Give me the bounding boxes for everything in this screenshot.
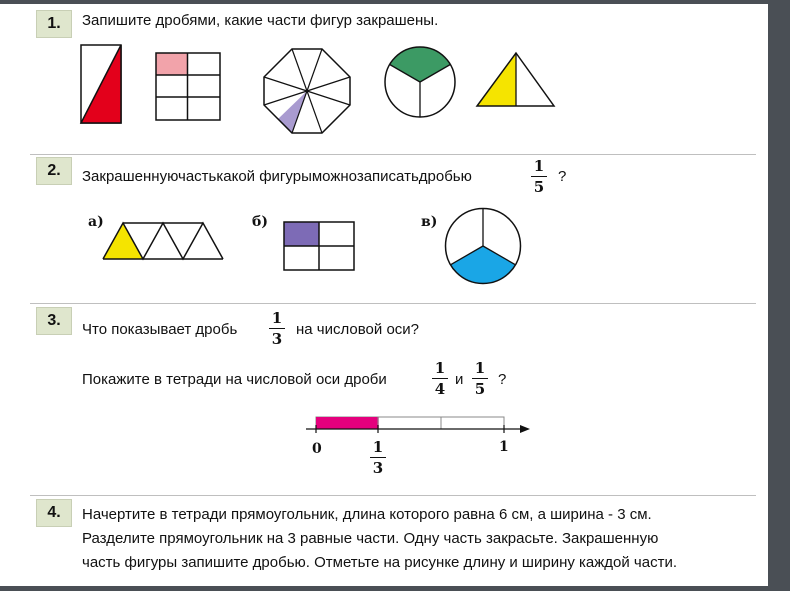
task-3-line2-prefix: Покажите в тетради на числовой оси дроби: [82, 371, 387, 388]
task-3-line2-fraction-a-denominator: 4: [434, 380, 446, 398]
task-2-fraction-numerator: 1: [533, 157, 545, 175]
task-3-line2-question-mark: ?: [498, 371, 507, 388]
task-3-line2-conjunction: и: [455, 371, 464, 388]
task-1-text: Запишите дробями, какие части фигур закрашены.: [82, 12, 439, 29]
task-3-line2-fraction-a: [429, 359, 451, 398]
task-2-triangles-figure: [102, 221, 226, 261]
task-2-number: 2.: [36, 157, 72, 185]
task-4-number: 4.: [36, 499, 72, 527]
task-3-number: 3.: [36, 307, 72, 335]
task-3-line1-suffix: на числовой оси?: [296, 321, 420, 338]
task-2-rectangle-figure: [283, 221, 355, 271]
task-2-option-a-label: а): [88, 214, 104, 230]
number-line-third-fraction: [367, 438, 389, 477]
task-4-line-3: часть фигуры запишите дробью. Отметьте на рисунке длину и ширину каждой части.: [82, 554, 678, 571]
task-1-circle-figure: [384, 46, 456, 118]
task-2-fraction: [528, 157, 550, 196]
task-1-octagon-figure: [262, 48, 352, 134]
task-1-grid-figure: [155, 52, 221, 122]
task-3-number-line: [300, 414, 532, 444]
number-line-arrow: [520, 425, 530, 433]
task-2-option-b-label: б): [252, 214, 268, 230]
task-3-line2-fraction-b: [469, 359, 491, 398]
task-2-circle-figure: [445, 208, 521, 284]
task-2-option-c-label: в): [421, 214, 438, 230]
fraction-bar: [269, 328, 285, 329]
task-3-line2-fraction-a-numerator: 1: [434, 359, 446, 377]
fraction-bar: [370, 457, 386, 458]
number-line-zero-label: 0: [312, 441, 322, 457]
task-3-line2-fraction-b-denominator: 5: [474, 380, 486, 398]
task-1-rectangle-figure: [80, 44, 122, 124]
number-line-one-label: 1: [499, 439, 509, 455]
window-frame-bottom: [0, 586, 790, 591]
fraction-bar: [472, 378, 488, 379]
task-2-question-mark: ?: [558, 168, 567, 185]
task-2-text: Закрашеннуючастькакой фигурыможнозаписатьдробью: [82, 168, 472, 185]
task-1-triangle-figure: [476, 52, 556, 108]
task-1-number: 1.: [36, 10, 72, 38]
task-3-line1-fraction-denominator: 3: [271, 330, 283, 348]
number-line-highlight: [316, 417, 379, 429]
number-line-third-numerator: 1: [372, 438, 384, 456]
task-3-line1-fraction: [266, 309, 288, 348]
fraction-bar: [432, 378, 448, 379]
separator-3: [30, 495, 756, 496]
fraction-bar: [531, 176, 547, 177]
separator-2: [30, 303, 756, 304]
number-line-third-denominator: 3: [372, 459, 384, 477]
task-3-line2-fraction-b-numerator: 1: [474, 359, 486, 377]
window-frame-right: [768, 0, 790, 591]
separator-1: [30, 154, 756, 155]
window-frame-top: [0, 0, 790, 4]
task-4-line-1: Начертите в тетради прямоугольник, длина которого равна 6 см, а ширина - 3 см.: [82, 506, 652, 523]
task-3-line1-prefix: Что показывает дробь: [82, 321, 238, 338]
task-3-line1-fraction-numerator: 1: [271, 309, 283, 327]
task-2-fraction-denominator: 5: [533, 178, 545, 196]
task-4-line-2: Разделите прямоугольник на 3 равные части. Одну часть закрасьте. Закрашенную: [82, 530, 659, 547]
